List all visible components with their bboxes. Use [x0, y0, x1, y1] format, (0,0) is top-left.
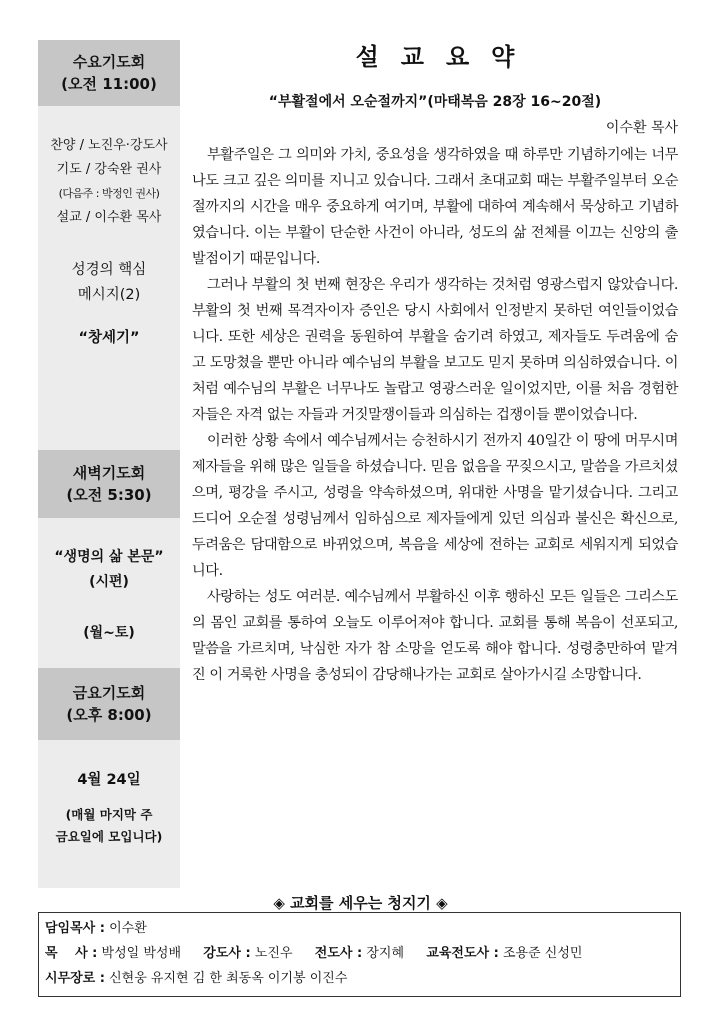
- staff-row-senior: [45, 916, 674, 941]
- evangelist-value: 장지혜: [366, 946, 405, 961]
- elders-value: 신현웅 유지현 김 한 최동옥 이기봉 이진수: [109, 971, 348, 986]
- senior-pastor-label: 담임목사 :: [45, 921, 105, 936]
- staff-section-title: ◈ 교회를 세우는 청지기 ◈: [273, 894, 448, 912]
- sermon-subtitle: “부활절에서 오순절까지”(마태복음 28장 16~20절): [268, 94, 602, 110]
- praise-role: 찬양 / 노진우·강도사: [50, 138, 168, 153]
- friday-note: [38, 804, 180, 848]
- edu-evangelist-label: 교육전도사 :: [426, 946, 499, 961]
- sermon-summary: [192, 40, 678, 688]
- wednesday-service-time: (오전 11:00): [61, 75, 157, 93]
- evangelist-label: 전도사 :: [314, 946, 363, 961]
- sermon-paragraph: 그러나 부활의 첫 번째 현장은 우리가 생각하는 것처럼 영광스럽지 않았습니다. 부활의 첫 번째 목격자이자 증인은 당시 사회에서 인정받지 못하던 여인들이었습니다. 또한 세상은 권력을 동원하여 부활을 숨기려 하였고, 제자들도 두려움에 숨고 도망쳤을 뿐만 아니라 예수님의 부활을 보고도 믿지 못하며 의심하였습니다. 이처럼 예수님의 부활은 너무나도 놀랍고 영광스러운 일이었지만, 이를 처음 경험한 자들은 자격 없는 자들과 거짓말쟁이들과 의심하는 겁쟁이들 뿐이었습니다.: [192, 277, 678, 423]
- wednesday-service-name: 수요기도회: [72, 53, 146, 71]
- prayer-role: 기도 / 강숙완 권사: [56, 162, 162, 177]
- dawn-days: (월~토): [83, 625, 135, 641]
- dawn-service-time: (오전 5:30): [66, 486, 152, 504]
- pastors-label: 목 사 :: [45, 946, 98, 961]
- page-title: 설교요약: [355, 43, 537, 71]
- sermon-paragraph: 이러한 상황 속에서 예수님께서는 승천하시기 전까지 40일간 이 땅에 머무시며 제자들을 위해 많은 일들을 하셨습니다. 믿음 없음을 꾸짖으시고, 말씀을 가르치셨으며, 평강을 주시고, 성령을 약속하셨으며, 위대한 사명을 맡기셨습니다. 그리고 드디어 오순절 성령님께서 임하심으로 제자들에게 있던 의심과 불신은 확신으로, 두려움은 담대함으로 바뀌었으며, 복음을 세상에 전하는 교회로 세워지게 되었습니다.: [192, 433, 678, 579]
- dawn-theme-line1: “생명의 삶 본문”: [54, 549, 164, 565]
- sermon-author: 이수환 목사: [605, 120, 678, 136]
- staff-row-ministers: [45, 941, 674, 966]
- wednesday-roles: [38, 134, 180, 230]
- dawn-service-box: [38, 450, 180, 518]
- staff-row-elders: [45, 966, 674, 991]
- friday-service-name: 금요기도회: [72, 684, 146, 702]
- preacher-value: 노진우: [254, 946, 293, 961]
- elders-label: 시무장로 :: [45, 971, 105, 986]
- message-series-line1: 성경의 핵심: [71, 262, 147, 278]
- friday-date: 4월 24일: [77, 772, 141, 788]
- sermon-body: [192, 142, 678, 688]
- dawn-theme-line2: (시편): [89, 574, 129, 590]
- friday-service-time: (오후 8:00): [66, 706, 152, 724]
- sidebar: [38, 40, 180, 888]
- senior-pastor-value: 이수환: [109, 921, 147, 936]
- friday-note-line2: 금요일에 모입니다): [55, 829, 163, 844]
- pastors-value: 박성일 박성배: [101, 946, 181, 961]
- next-prayer-role: (다음주 : 박정인 권사): [58, 187, 160, 200]
- message-series-book: “창세기”: [78, 330, 140, 346]
- dawn-theme: [38, 545, 180, 595]
- message-series: [38, 258, 180, 308]
- sermon-paragraph: 사랑하는 성도 여러분. 예수님께서 부활하신 이후 행하신 모든 일들은 그리스도의 몸인 교회를 통하여 오늘도 이루어져야 합니다. 교회를 통해 복음이 선포되고, 말씀을 가르치며, 낙심한 자가 참 소망을 얻도록 해야 합니다. 성령충만하여 맡겨진 이 거룩한 사명을 충성되이 감당해나가는 교회로 살아가시길 소망합니다.: [192, 589, 678, 683]
- edu-evangelist-value: 조용준 신성민: [502, 946, 583, 961]
- dawn-service-name: 새벽기도회: [72, 464, 146, 482]
- wednesday-service-box: [38, 40, 180, 106]
- friday-service-box: [38, 668, 180, 740]
- staff-box: [38, 912, 681, 997]
- message-series-line2: 메시지(2): [77, 287, 141, 303]
- friday-note-line1: (매월 마지막 주: [65, 807, 153, 822]
- sermon-paragraph: 부활주일은 그 의미와 가치, 중요성을 생각하였을 때 하루만 기념하기에는 너무나도 크고 깊은 의미를 지니고 있습니다. 그래서 초대교회 때는 부활주일부터 오순절까지의 시간을 매우 중요하게 여기며, 부활에 대하여 계속해서 묵상하고 기념하였습니다. 이는 부활이 단순한 사건이 아니라, 성도의 삶 전체를 이끄는 신앙의 출발점이기 때문입니다.: [192, 147, 678, 267]
- sermon-role: 설교 / 이수환 목사: [56, 210, 162, 225]
- preacher-label: 강도사 :: [203, 946, 251, 961]
